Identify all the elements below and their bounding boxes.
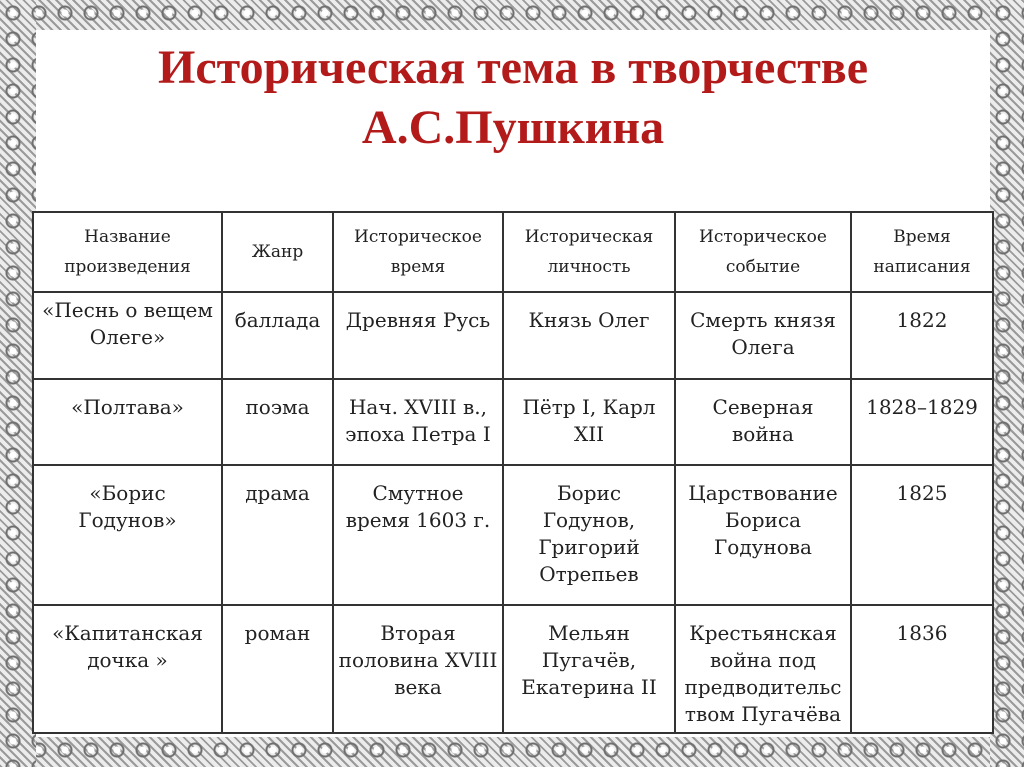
header-genre: Жанр bbox=[222, 212, 333, 292]
header-work-title: Название произведения bbox=[33, 212, 222, 292]
cell-period: Нач. XVIII в., эпоха Петра I bbox=[333, 379, 503, 465]
cell-genre: драма bbox=[222, 465, 333, 605]
cell-person: Князь Олег bbox=[503, 292, 675, 379]
title-line-2: А.С.Пушкина bbox=[361, 101, 665, 154]
cell-person: Пётр I, Карл XII bbox=[503, 379, 675, 465]
table-row bbox=[33, 465, 993, 605]
table-row bbox=[33, 379, 993, 465]
cell-year: 1828–1829 bbox=[851, 379, 993, 465]
header-historical-period: Историческое время bbox=[333, 212, 503, 292]
header-writing-date: Время написания bbox=[851, 212, 993, 292]
cell-work: «Борис Годунов» bbox=[33, 465, 222, 605]
cell-period: Древняя Русь bbox=[333, 292, 503, 379]
title-line-1: Историческая тема в творчестве bbox=[157, 41, 868, 94]
cell-work: «Песнь о вещем Олеге» bbox=[33, 292, 222, 379]
table-header-row bbox=[33, 212, 993, 292]
cell-event: Северная война bbox=[675, 379, 851, 465]
table-row bbox=[33, 292, 993, 379]
cell-year: 1822 bbox=[851, 292, 993, 379]
cell-work: «Капитанская дочка » bbox=[33, 605, 222, 733]
cell-genre: поэма bbox=[222, 379, 333, 465]
cell-event: Смерть князя Олега bbox=[675, 292, 851, 379]
header-historical-event: Историческое событие bbox=[675, 212, 851, 292]
cell-period: Вторая половина XVIII века bbox=[333, 605, 503, 733]
frame-border-right bbox=[990, 0, 1024, 767]
cell-genre: баллада bbox=[222, 292, 333, 379]
frame-border-top bbox=[0, 0, 1024, 30]
cell-period: Смутное время 1603 г. bbox=[333, 465, 503, 605]
cell-event: Царствование Бориса Годунова bbox=[675, 465, 851, 605]
slide-title bbox=[36, 38, 990, 158]
frame-border-bottom bbox=[0, 737, 1024, 767]
table-row bbox=[33, 605, 993, 733]
cell-work: «Полтава» bbox=[33, 379, 222, 465]
cell-person: Мельян Пугачёв, Екатерина II bbox=[503, 605, 675, 733]
header-historical-person: Историческая личность bbox=[503, 212, 675, 292]
works-table bbox=[32, 211, 994, 734]
cell-genre: роман bbox=[222, 605, 333, 733]
frame-border-left bbox=[0, 0, 36, 767]
cell-year: 1836 bbox=[851, 605, 993, 733]
cell-year: 1825 bbox=[851, 465, 993, 605]
cell-event: Крестьянская война под предводительс твом Пугачёва bbox=[675, 605, 851, 733]
cell-person: Борис Годунов, Григорий Отрепьев bbox=[503, 465, 675, 605]
